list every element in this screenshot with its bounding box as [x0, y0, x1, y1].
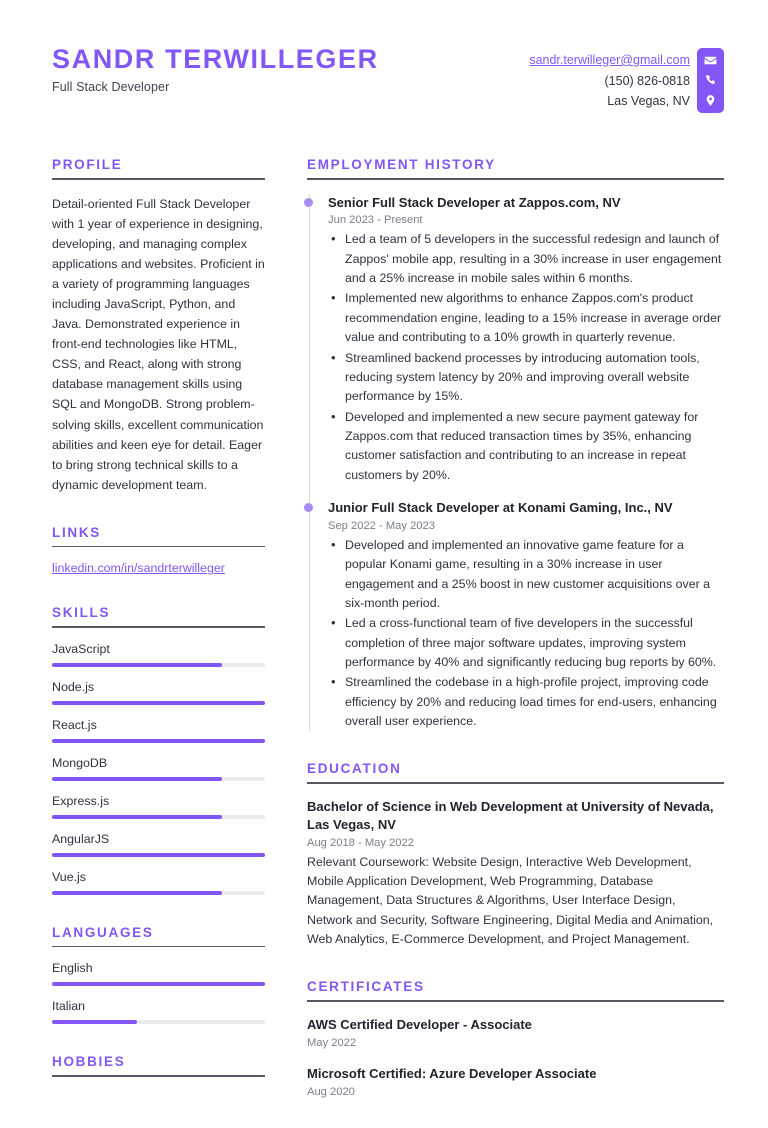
certificate-entry	[307, 1016, 724, 1049]
contact-icon-bar	[697, 48, 724, 113]
section-divider	[52, 178, 265, 180]
skill-item	[52, 832, 265, 857]
job-bullet: • Developed and implemented an innovative game feature for a popular Konami game, resulting in a 30% increase in user engagement and a 25% boost in new customer acquisitions over a six-month period.	[328, 536, 724, 613]
languages-section-title: LANGUAGES	[52, 924, 154, 940]
section-skills	[52, 605, 265, 895]
certificate-name: AWS Certified Developer - Associate	[307, 1016, 532, 1032]
resume-header	[52, 44, 724, 113]
section-hobbies	[52, 1054, 265, 1077]
job-date: Jun 2023 - Present	[328, 214, 423, 227]
section-divider	[307, 178, 724, 180]
skill-bar-fill	[52, 853, 265, 857]
timeline-dot-icon	[304, 503, 313, 512]
profile-section-title: PROFILE	[52, 157, 123, 172]
right-column	[265, 157, 724, 1128]
section-links	[52, 525, 265, 576]
section-certificates	[307, 979, 724, 1097]
skill-bar-fill	[52, 777, 222, 781]
employment-section-title: EMPLOYMENT HISTORY	[307, 157, 496, 172]
envelope-icon	[704, 54, 717, 67]
skills-section-title: SKILLS	[52, 605, 111, 621]
language-label: English	[52, 961, 93, 976]
section-divider	[307, 782, 724, 784]
hobbies-section-title: HOBBIES	[52, 1054, 126, 1070]
skill-bar-fill	[52, 891, 222, 895]
language-item	[52, 961, 265, 986]
skill-bar-fill	[52, 663, 222, 667]
phone-icon	[704, 74, 717, 87]
contact-email[interactable]: sandr.terwilleger@gmail.com	[529, 53, 690, 67]
section-divider	[52, 626, 265, 628]
job-title: Senior Full Stack Developer at Zappos.com, NV	[328, 194, 621, 210]
contact-location: Las Vegas, NV	[607, 94, 690, 108]
education-section-title: EDUCATION	[307, 761, 402, 777]
skill-bar-track	[52, 777, 265, 781]
employment-timeline	[309, 194, 724, 732]
certificate-date: May 2022	[307, 1036, 357, 1049]
contact-lines	[529, 48, 690, 112]
languages-list	[52, 961, 265, 1024]
employment-entry	[328, 194, 724, 485]
education-date: Aug 2018 - May 2022	[307, 836, 414, 849]
skill-bar-fill	[52, 701, 265, 705]
resume-body	[52, 157, 724, 1128]
job-bullet: • Led a team of 5 developers in the successful redesign and launch of Zappos' mobile app, resulting in a 30% increase in user engagement and a 25% increase in mobile sales within 6 months.	[328, 230, 724, 288]
skill-label: Express.js	[52, 793, 110, 808]
education-coursework: Relevant Coursework: Website Design, Interactive Web Development, Mobile Application Development, Web Programming, Database Management, Data Structures & Algorithms, User Interface Design, Network and Security, Software Engineering, Digital Media and Animation, Web Analytics, E-Commerce Development, and Project Management.	[307, 854, 714, 947]
skill-item	[52, 680, 265, 705]
location-pin-icon	[704, 94, 717, 107]
language-bar-fill	[52, 1020, 137, 1024]
employment-entry	[328, 499, 724, 731]
certificate-date: Aug 2020	[307, 1085, 355, 1098]
skill-bar-track	[52, 853, 265, 857]
section-divider	[52, 946, 265, 948]
section-education	[307, 761, 724, 949]
section-divider	[52, 1075, 265, 1077]
job-bullets	[328, 230, 724, 484]
link-item[interactable]: linkedin.com/in/sandrterwilleger	[52, 561, 225, 576]
skill-label: JavaScript	[52, 641, 110, 656]
section-divider	[52, 546, 265, 548]
profile-text: Detail-oriented Full Stack Developer with 1 year of experience in designing, developing, and managing complex applications and websites. Proficient in a variety of programming languages including JavaScript, Python, and Java. Demonstrated experience in front-end technologies like HTML, CSS, and React, along with strong database management skills using SQL and MongoDB. Strong problem-solving skills, excellent communication abilities and keen eye for detail. Eager to bring strong technical skills to a dynamic development team.	[52, 196, 265, 492]
contact-email-row	[529, 50, 690, 71]
certificate-name: Microsoft Certified: Azure Developer Associate	[307, 1065, 597, 1081]
skill-label: Vue.js	[52, 869, 86, 884]
education-entry	[307, 798, 724, 950]
job-bullet: • Implemented new algorithms to enhance Zappos.com's product recommendation engine, leading to a 15% increase in average order value and contributing to a 10% growth in quarterly revenue.	[328, 289, 724, 347]
skill-bar-track	[52, 815, 265, 819]
skill-bar-track	[52, 891, 265, 895]
candidate-job-title: Full Stack Developer	[52, 80, 170, 95]
contact-block	[529, 48, 724, 113]
timeline-dot-icon	[304, 198, 313, 207]
section-languages	[52, 925, 265, 1025]
job-bullet: • Streamlined backend processes by introducing automation tools, reducing system latency by 20% and improving overall website performance by 15%.	[328, 349, 724, 407]
candidate-name: SANDR TERWILLEGER	[52, 44, 379, 74]
language-bar-track	[52, 982, 265, 986]
language-label: Italian	[52, 999, 86, 1014]
skill-item	[52, 718, 265, 743]
skill-label: React.js	[52, 717, 97, 732]
language-item	[52, 999, 265, 1024]
certificate-entry	[307, 1065, 724, 1098]
skill-item	[52, 870, 265, 895]
skill-bar-fill	[52, 739, 265, 743]
skill-item	[52, 794, 265, 819]
skill-label: AngularJS	[52, 831, 110, 846]
skill-item	[52, 756, 265, 781]
skill-label: Node.js	[52, 679, 95, 694]
language-bar-fill	[52, 982, 265, 986]
job-date: Sep 2022 - May 2023	[328, 519, 435, 532]
job-bullet: • Streamlined the codebase in a high-profile project, improving code efficiency by 20% and reducing load times for end-users, enhancing overall user experience.	[328, 673, 724, 731]
section-divider	[307, 1000, 724, 1002]
language-bar-track	[52, 1020, 265, 1024]
skills-list	[52, 642, 265, 895]
skill-bar-fill	[52, 815, 222, 819]
section-profile	[52, 157, 265, 495]
job-title: Junior Full Stack Developer at Konami Gaming, Inc., NV	[328, 499, 673, 515]
skill-bar-track	[52, 701, 265, 705]
contact-phone: (150) 826-0818	[604, 73, 690, 88]
skill-bar-track	[52, 663, 265, 667]
left-column	[52, 157, 265, 1107]
links-section-title: LINKS	[52, 524, 101, 540]
job-bullets	[328, 536, 724, 731]
section-employment	[307, 157, 724, 731]
identity-block	[52, 44, 379, 94]
skill-item	[52, 642, 265, 667]
certificates-section-title: CERTIFICATES	[307, 979, 425, 995]
skill-label: MongoDB	[52, 755, 108, 770]
job-bullet: • Developed and implemented a new secure payment gateway for Zappos.com that reduced transaction times by 35%, enhancing customer satisfaction and contributing to an increase in repeat customers by 20%.	[328, 408, 724, 485]
education-degree: Bachelor of Science in Web Development at University of Nevada, Las Vegas, NV	[307, 798, 714, 832]
job-bullet: • Led a cross-functional team of five developers in the successful completion of three major software updates, improving system performance by 40% and significantly reducing bug reports by 60%.	[328, 614, 724, 672]
skill-bar-track	[52, 739, 265, 743]
